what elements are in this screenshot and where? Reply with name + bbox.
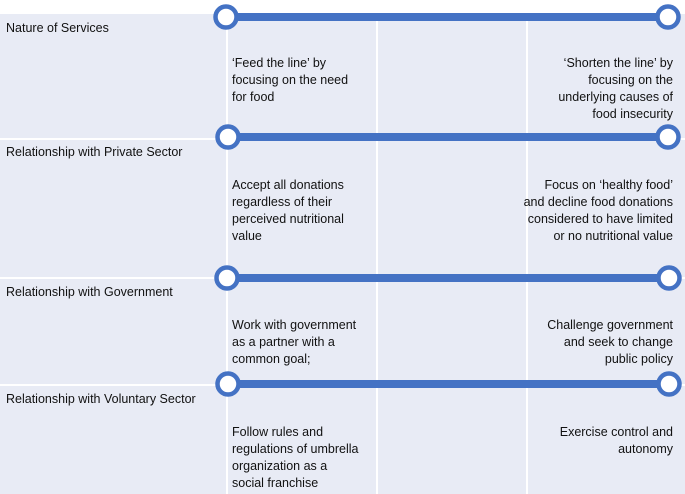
track-end-node-4	[659, 374, 680, 395]
row-3-left-text: Work with government as a partner with a common goal;	[232, 318, 357, 366]
track-start-node-4	[218, 374, 239, 395]
row-1-title: Nature of Services	[6, 21, 109, 35]
row-3-right-text: Challenge government and seek to change public policy	[547, 318, 673, 366]
track-end-node-3	[659, 268, 680, 289]
spectrum-track-2	[218, 127, 679, 148]
track-start-node-3	[217, 268, 238, 289]
row-3-title: Relationship with Government	[6, 285, 173, 299]
row-4-left-text: Follow rules and regulations of umbrella organization as a social franchise	[232, 425, 359, 490]
row-2-left-text: Accept all donations regardless of their perceived nutritional value	[232, 178, 344, 243]
spectrum-track-4	[218, 374, 680, 395]
row-1-left-text: ‘Feed the line’ by focusing on the need for food	[232, 56, 349, 104]
track-start-node-1	[216, 7, 237, 28]
track-end-node-2	[658, 127, 679, 148]
spectrum-track-3	[217, 268, 680, 289]
row-4-title: Relationship with Voluntary Sector	[6, 392, 196, 406]
track-end-node-1	[658, 7, 679, 28]
row-2-right-text: Focus on ‘healthy food’ and decline food donations considered to have limited or no nutritional value	[523, 178, 673, 243]
row-2-title: Relationship with Private Sector	[6, 145, 183, 159]
row-1-right-text: ‘Shorten the line’ by focusing on the underlying causes of food insecurity	[558, 56, 673, 121]
track-start-node-2	[218, 127, 239, 148]
spectrum-track-1	[216, 7, 679, 28]
row-4-right-text: Exercise control and autonomy	[559, 425, 673, 456]
